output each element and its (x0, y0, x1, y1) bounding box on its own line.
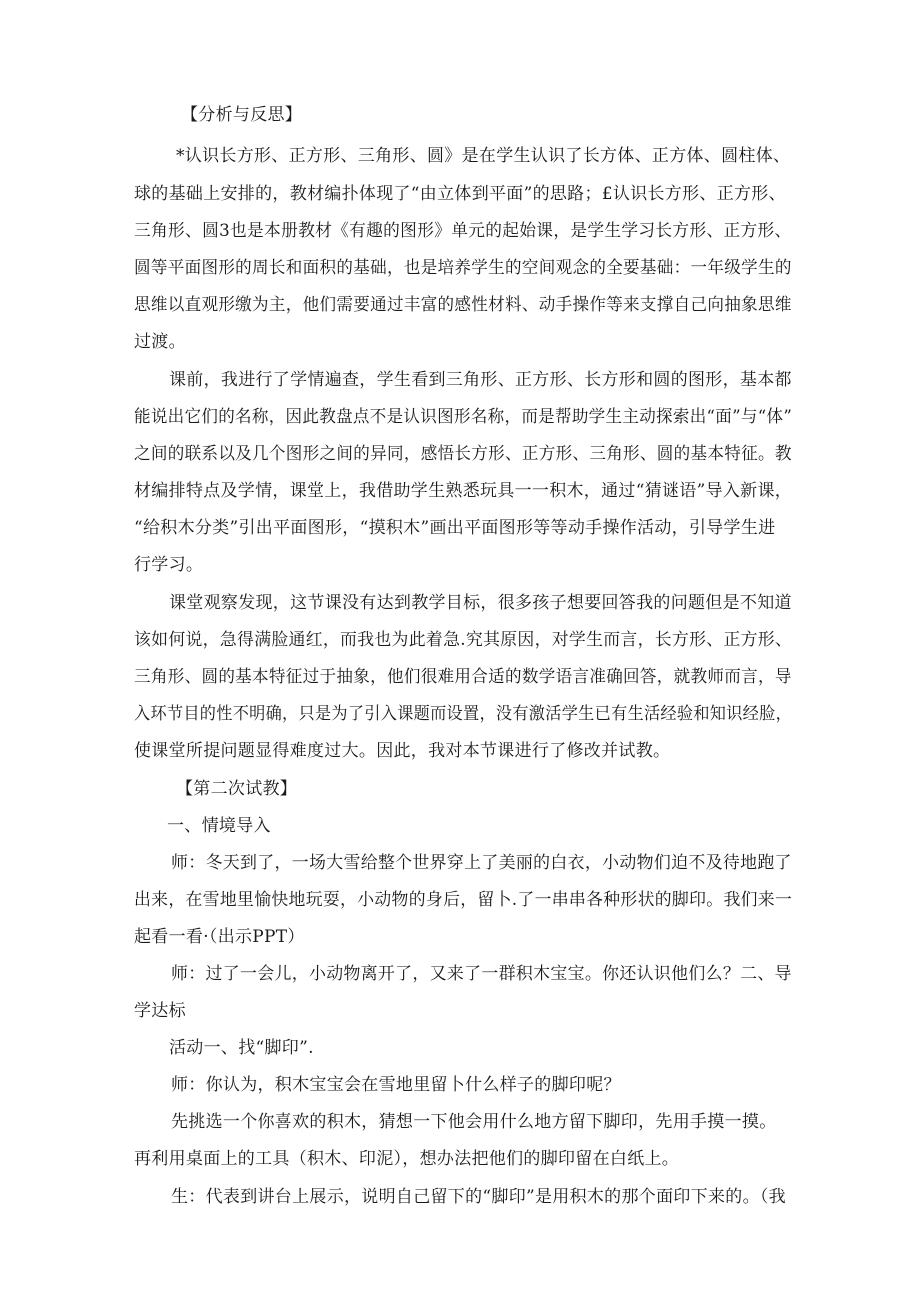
paragraph-line: 课前，我进行了学情遍查，学生看到三角形、正方形、长方形和圆的图形，基本都 (169, 370, 792, 390)
section-heading-second-trial: 【第二次试教】 (176, 779, 298, 799)
paragraph-line: 起看一看·（出示PPT） (134, 927, 305, 947)
paragraph-line: 先挑选一个你喜欢的积木，猜想一下他会用什么地方留下脚印，先用手摸一摸。 (171, 1112, 777, 1132)
paragraph-line: 出来，在雪地里愉快地玩耍，小动物的身后，留卜.了一串串各种形状的脚印。我们来一 (134, 890, 793, 910)
paragraph-line: 使课堂所提问题显得难度过大。因此，我对本节课进行了修改并试教。 (134, 741, 671, 761)
paragraph-line: 过渡。 (134, 332, 186, 352)
paragraph-line: 球的基础上安排的，教材编扑体现了“由立体到平面”的思路；£认识长方形、正方形、 (134, 184, 786, 204)
paragraph-line: 课堂观察发现，这节课没有达到教学目标，很多孩子想要回答我的问题但是不知道 (169, 593, 792, 613)
paragraph-line: 师：你认为，积木宝宝会在雪地里留卜什么样子的脚印呢？ (171, 1075, 621, 1095)
paragraph-line: 师：冬天到了，一场大雪给整个世界穿上了美丽的白衣，小动物们迫不及待地跑了 (171, 853, 792, 873)
subheading-situation-intro: 一、情境导入 (167, 816, 271, 836)
paragraph-line: 行学习。 (134, 555, 204, 575)
paragraph-line: 入环节目的性不明确，只是为了引入课题而设置，没有激活学生已有生活经验和知识经脸， (134, 704, 793, 724)
paragraph-line: 圆等平面图形的周长和面积的基础，也是培养学生的空间观念的全要基础：一年级学生的 (134, 258, 792, 278)
paragraph-line: 能说出它们的名称，因此教盘点不是认识图形名称，而是帮助学生主动探索出“面”与“体” (134, 407, 793, 427)
paragraph-line: “给积木分类”引出平面图形，“摸积木”画出平面图形等等动手操作活动，引导学生进 (134, 518, 776, 538)
paragraph-line: 学达标 (134, 1001, 186, 1021)
paragraph-line: 材编排特点及学情，课堂上，我借助学生熟悉玩具一一积木，通过“猜谜语”导入新课， (134, 481, 793, 501)
paragraph-line: 再利用桌面上的工具（积木、印泥），想办法把他们的脚印留在白纸上。 (134, 1149, 680, 1169)
paragraph-line: 生：代表到讲台上展示，说明自己留下的“脚印”是用积木的那个面印下来的。（我 (171, 1187, 786, 1207)
paragraph-line: *认识长方形、正方形、三角形、圆》是在学生认识了长方体、正方体、圆柱体、 (176, 146, 791, 166)
paragraph-line: 该如何说，急得满脸通红，而我也为此着急.究其原因，对学生而言，长方形、正方形、 (134, 630, 793, 650)
paragraph-line: 师：过了一会儿，小动物离开了，又来了一群积木宝宝。你还认识他们么？二、导 (171, 964, 792, 984)
paragraph-line: 思维以直观形缴为主，他们需要通过丰富的感性材料、动手操作等来支撑自己向抽象思维 (134, 295, 792, 315)
paragraph-line: 三角形、圆的基本特征过于抽象，他们很难用合适的数学语言准确回答，就教师而言，导 (134, 667, 792, 687)
section-heading-analysis: 【分析与反思】 (181, 105, 303, 125)
paragraph-line: 三角形、圆3也是本册教材《有趣的图形》单元的起始课，是学生学习长方形、正方形、 (134, 221, 792, 241)
paragraph-line: 之间的联系以及几个图形之间的异同，感悟长方形、正方形、三角形、圆的基本特征。教 (134, 444, 792, 464)
subheading-activity-one: 活动一、找“脚印”. (169, 1038, 314, 1058)
